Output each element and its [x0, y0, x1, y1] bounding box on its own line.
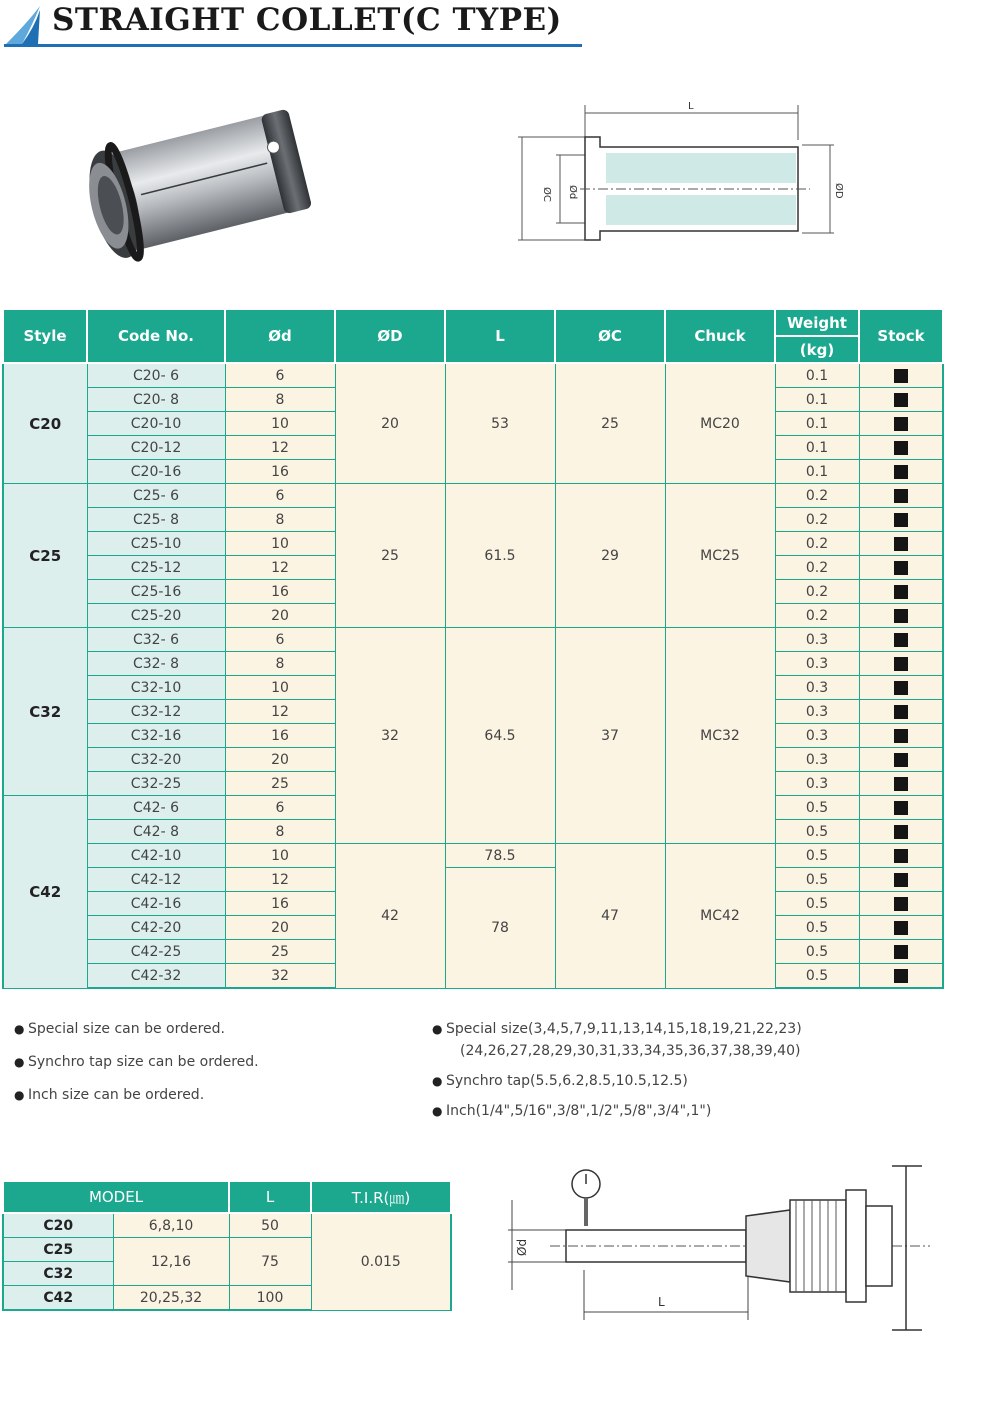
d-cell: 6: [225, 628, 335, 652]
weight-cell: 0.2: [775, 604, 859, 628]
tir-model-table: [2, 1180, 452, 1311]
C-cell: 25: [555, 363, 665, 484]
stock-cell: [859, 844, 943, 868]
code-cell: C20-10: [87, 412, 225, 436]
in-stock-square-icon: [894, 369, 908, 383]
header-chuck: Chuck: [665, 309, 775, 363]
style-cell: C25: [3, 484, 87, 628]
note-item: ● Synchro tap size can be ordered.: [14, 1054, 259, 1070]
note-item: ● Inch size can be ordered.: [14, 1087, 205, 1103]
stock-cell: [859, 460, 943, 484]
in-stock-square-icon: [894, 945, 908, 959]
code-cell: C32- 6: [87, 628, 225, 652]
in-stock-square-icon: [894, 897, 908, 911]
in-stock-square-icon: [894, 969, 908, 983]
d-cell: 8: [225, 820, 335, 844]
table-row: [3, 363, 943, 388]
note-item: ● Special size can be ordered.: [14, 1021, 226, 1037]
in-stock-square-icon: [894, 513, 908, 527]
weight-cell: 0.1: [775, 460, 859, 484]
header-d: Ød: [225, 309, 335, 363]
d-cell: 12: [225, 700, 335, 724]
stock-cell: [859, 676, 943, 700]
D-cell: 42: [335, 844, 445, 989]
code-cell: C32-25: [87, 772, 225, 796]
header-code: Code No.: [87, 309, 225, 363]
d-cell: 8: [225, 652, 335, 676]
chuck-cell: MC25: [665, 484, 775, 628]
d-cell: 12: [225, 436, 335, 460]
stock-cell: [859, 484, 943, 508]
chuck-body-icon: [790, 1200, 846, 1292]
header-C: ØC: [555, 309, 665, 363]
d-cell: 25: [225, 772, 335, 796]
title-swoosh-icon: [4, 4, 44, 48]
in-stock-square-icon: [894, 705, 908, 719]
L-cell: 64.5: [445, 628, 555, 844]
tir-label-l: L: [658, 1295, 665, 1309]
in-stock-square-icon: [894, 465, 908, 479]
header-L: L: [445, 309, 555, 363]
code-cell: C25- 6: [87, 484, 225, 508]
table-row: C25 12,16 75: [3, 1238, 451, 1262]
weight-cell: 0.5: [775, 964, 859, 989]
C-cell: 37: [555, 628, 665, 844]
weight-cell: 0.3: [775, 700, 859, 724]
d-cell: 6: [225, 363, 335, 388]
in-stock-square-icon: [894, 585, 908, 599]
stock-cell: [859, 820, 943, 844]
d-cell: 20: [225, 748, 335, 772]
table-row: [3, 628, 943, 652]
weight-cell: 0.2: [775, 580, 859, 604]
chuck-cell: MC20: [665, 363, 775, 484]
code-cell: C25- 8: [87, 508, 225, 532]
table-row: C32: [3, 1262, 451, 1286]
stock-cell: [859, 363, 943, 388]
header-model: MODEL: [3, 1181, 229, 1213]
note-special-size: ● Special size(3,4,5,7,9,11,13,14,15,18,19,21,22,23) (24,26,27,28,29,30,31,33,34,35,36,37,38,39,40): [432, 1021, 802, 1059]
weight-cell: 0.5: [775, 820, 859, 844]
d-cell: 16: [225, 724, 335, 748]
stock-cell: [859, 964, 943, 989]
table-row: [3, 844, 943, 868]
code-cell: C32-12: [87, 700, 225, 724]
in-stock-square-icon: [894, 681, 908, 695]
d-cell: 8: [225, 388, 335, 412]
D-cell: 32: [335, 628, 445, 844]
note-inch: ● Inch(1/4",5/16",3/8",1/2",5/8",3/4",1"): [432, 1103, 712, 1119]
weight-cell: 0.5: [775, 916, 859, 940]
d-cell: 10: [225, 532, 335, 556]
table-row: C20 6,8,10 50 0.015: [3, 1213, 451, 1238]
code-cell: C25-12: [87, 556, 225, 580]
stock-cell: [859, 556, 943, 580]
header-D: ØD: [335, 309, 445, 363]
D-cell: 20: [335, 363, 445, 484]
tir-value: 0.015: [311, 1213, 451, 1310]
code-cell: C42-12: [87, 868, 225, 892]
d-cell: 20: [225, 916, 335, 940]
d-cell: 20: [225, 604, 335, 628]
code-cell: C32-20: [87, 748, 225, 772]
chuck-cell: MC42: [665, 844, 775, 989]
weight-cell: 0.1: [775, 412, 859, 436]
style-cell: C20: [3, 363, 87, 484]
d-cell: 16: [225, 460, 335, 484]
stock-cell: [859, 388, 943, 412]
in-stock-square-icon: [894, 873, 908, 887]
stock-cell: [859, 724, 943, 748]
L-cell: 61.5: [445, 484, 555, 628]
code-cell: C32- 8: [87, 652, 225, 676]
code-cell: C25-16: [87, 580, 225, 604]
weight-cell: 0.2: [775, 556, 859, 580]
header-tir: T.I.R(㎛): [311, 1181, 451, 1213]
page-title: STRAIGHT COLLET(C TYPE): [52, 2, 562, 38]
L-cell: 53: [445, 363, 555, 484]
collet-product-image: [70, 88, 330, 278]
drawing-label-l: L: [688, 101, 694, 112]
stock-cell: [859, 580, 943, 604]
note-synchro-tap: ● Synchro tap(5.5,6.2,8.5,10.5,12.5): [432, 1073, 688, 1089]
header-weight-unit: (kg): [775, 336, 859, 363]
in-stock-square-icon: [894, 753, 908, 767]
style-cell: C32: [3, 628, 87, 796]
in-stock-square-icon: [894, 441, 908, 455]
weight-cell: 0.3: [775, 628, 859, 652]
header-weight: Weight: [775, 309, 859, 336]
table-row: [3, 868, 943, 892]
code-cell: C20- 8: [87, 388, 225, 412]
D-cell: 25: [335, 484, 445, 628]
weight-cell: 0.5: [775, 940, 859, 964]
weight-cell: 0.2: [775, 484, 859, 508]
stock-cell: [859, 748, 943, 772]
code-cell: C25-10: [87, 532, 225, 556]
collet-dimension-drawing: [510, 95, 850, 255]
table-row: [3, 484, 943, 508]
weight-cell: 0.3: [775, 724, 859, 748]
in-stock-square-icon: [894, 729, 908, 743]
drawing-label-dd: Ød: [567, 185, 578, 200]
drawing-label-dD: ØD: [833, 183, 844, 199]
in-stock-square-icon: [894, 537, 908, 551]
header-style: Style: [3, 309, 87, 363]
code-cell: C42-10: [87, 844, 225, 868]
code-cell: C42-25: [87, 940, 225, 964]
header-model-l: L: [229, 1181, 311, 1213]
weight-cell: 0.1: [775, 436, 859, 460]
d-cell: 12: [225, 868, 335, 892]
in-stock-square-icon: [894, 657, 908, 671]
in-stock-square-icon: [894, 489, 908, 503]
weight-cell: 0.3: [775, 676, 859, 700]
stock-cell: [859, 940, 943, 964]
stock-cell: [859, 916, 943, 940]
collet-spec-table: [2, 308, 944, 989]
stock-cell: [859, 628, 943, 652]
L-cell: 78.5: [445, 844, 555, 868]
code-cell: C25-20: [87, 604, 225, 628]
style-cell: C42: [3, 796, 87, 989]
code-cell: C42- 8: [87, 820, 225, 844]
weight-cell: 0.2: [775, 532, 859, 556]
d-cell: 10: [225, 676, 335, 700]
d-cell: 16: [225, 580, 335, 604]
tir-measurement-drawing: [490, 1160, 940, 1340]
C-cell: 47: [555, 844, 665, 989]
table-row: C42 20,25,32 100: [3, 1286, 451, 1311]
in-stock-square-icon: [894, 849, 908, 863]
code-cell: C20-16: [87, 460, 225, 484]
in-stock-square-icon: [894, 561, 908, 575]
weight-cell: 0.3: [775, 652, 859, 676]
stock-cell: [859, 652, 943, 676]
code-cell: C20-12: [87, 436, 225, 460]
weight-cell: 0.5: [775, 868, 859, 892]
notes-left: [14, 1018, 414, 1117]
stock-cell: [859, 700, 943, 724]
title-underline: [4, 44, 582, 47]
drawing-label-dc: ØC: [541, 187, 552, 202]
in-stock-square-icon: [894, 609, 908, 623]
weight-cell: 0.1: [775, 363, 859, 388]
code-cell: C42- 6: [87, 796, 225, 820]
notes-right: [432, 1018, 892, 1130]
in-stock-square-icon: [894, 921, 908, 935]
weight-cell: 0.3: [775, 772, 859, 796]
code-cell: C42-32: [87, 964, 225, 989]
code-cell: C42-16: [87, 892, 225, 916]
in-stock-square-icon: [894, 825, 908, 839]
d-cell: 10: [225, 412, 335, 436]
page-title-block: [0, 0, 590, 48]
stock-cell: [859, 868, 943, 892]
d-cell: 25: [225, 940, 335, 964]
stock-cell: [859, 412, 943, 436]
code-cell: C32-10: [87, 676, 225, 700]
d-cell: 32: [225, 964, 335, 989]
stock-cell: [859, 772, 943, 796]
d-cell: 12: [225, 556, 335, 580]
stock-cell: [859, 892, 943, 916]
weight-cell: 0.1: [775, 388, 859, 412]
in-stock-square-icon: [894, 393, 908, 407]
in-stock-square-icon: [894, 417, 908, 431]
stock-cell: [859, 796, 943, 820]
weight-cell: 0.2: [775, 508, 859, 532]
d-cell: 6: [225, 796, 335, 820]
weight-cell: 0.5: [775, 892, 859, 916]
weight-cell: 0.3: [775, 748, 859, 772]
header-stock: Stock: [859, 309, 943, 363]
d-cell: 6: [225, 484, 335, 508]
stock-cell: [859, 508, 943, 532]
in-stock-square-icon: [894, 633, 908, 647]
in-stock-square-icon: [894, 777, 908, 791]
code-cell: C42-20: [87, 916, 225, 940]
C-cell: 29: [555, 484, 665, 628]
d-cell: 16: [225, 892, 335, 916]
d-cell: 8: [225, 508, 335, 532]
stock-cell: [859, 604, 943, 628]
code-cell: C32-16: [87, 724, 225, 748]
d-cell: 10: [225, 844, 335, 868]
code-cell: C20- 6: [87, 363, 225, 388]
L-cell: 78: [445, 868, 555, 989]
weight-cell: 0.5: [775, 796, 859, 820]
stock-cell: [859, 532, 943, 556]
tir-label-d: Ød: [515, 1238, 529, 1256]
weight-cell: 0.5: [775, 844, 859, 868]
chuck-cell: MC32: [665, 628, 775, 844]
stock-cell: [859, 436, 943, 460]
in-stock-square-icon: [894, 801, 908, 815]
